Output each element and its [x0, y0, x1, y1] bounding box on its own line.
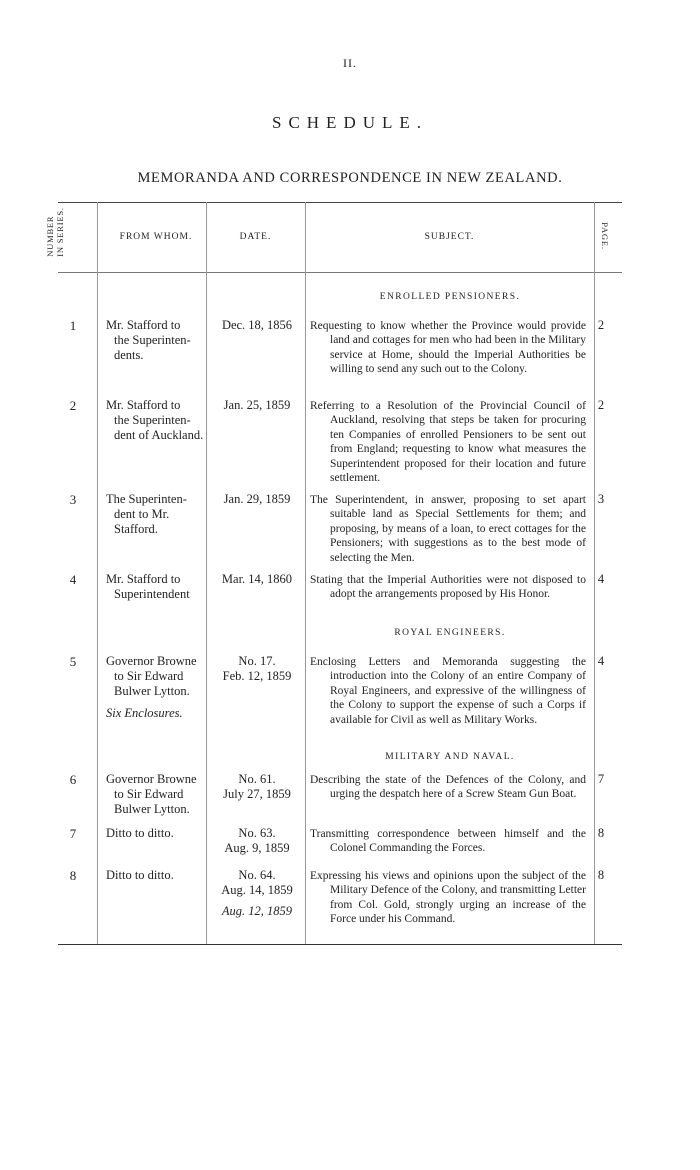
subject: Requesting to know whether the Province would provide land and cottages for men who had been in the Military service at Home, should the Imperial Authorities be willing to send any such out to the Colony. — [310, 320, 586, 376]
date: No. 63. Aug. 9, 1859 — [224, 826, 290, 855]
section-heading: ENROLLED PENSIONERS. — [379, 292, 521, 302]
row-number: 2 — [69, 398, 77, 413]
subject: Stating that the Imperial Authorities were not disposed to adopt the arrangements proposed by His Honor. — [310, 574, 586, 601]
section-heading: MILITARY AND NAVAL. — [385, 752, 515, 762]
from-whom: Mr. Stafford to Superintendent — [106, 572, 190, 601]
table-top-rule — [58, 202, 622, 203]
header-from-whom: FROM WHOM. — [119, 232, 193, 242]
page-ref: 3 — [597, 492, 605, 506]
page-ref: 8 — [597, 826, 605, 840]
date: No. 17. Feb. 12, 1859 — [222, 654, 292, 683]
from-whom: Governor Browne to Sir Edward Bulwer Lytton. — [106, 772, 197, 816]
table-bottom-rule — [58, 944, 622, 945]
column-divider — [305, 202, 306, 944]
header-subject: SUBJECT. — [424, 232, 475, 242]
header-rule — [58, 272, 622, 273]
page-ref: 8 — [597, 868, 605, 882]
row-number: 8 — [69, 868, 77, 883]
page-ref: 4 — [597, 572, 605, 586]
page-ref: 2 — [597, 398, 605, 412]
subject: Enclosing Letters and Memoranda suggesting the introduction into the Colony of an entire Company of Royal Engineers, and expressive of the willingness of the Colony to support the expense of such a Corps if available for Civil as well as Military Works. — [310, 656, 586, 726]
enclosures-note: Six Enclosures. — [106, 706, 183, 721]
from-whom: Mr. Stafford to the Superinten- dents. — [106, 318, 191, 362]
row-number: 4 — [69, 572, 77, 587]
date: Mar. 14, 1860 — [221, 572, 293, 586]
header-date: DATE. — [239, 232, 272, 242]
from-whom: Ditto to ditto. — [106, 868, 174, 882]
page-ref: 2 — [597, 318, 605, 332]
section-heading: ROYAL ENGINEERS. — [394, 628, 506, 638]
subject: Transmitting correspondence between himself and the Colonel Commanding the Forces. — [310, 828, 586, 855]
subject: Referring to a Resolution of the Provincial Council of Auckland, resolving that steps be taken for procuring ten Companies of enrolled Pensioners to be sent out from England; requesting to know what measures the Superintendent proposed for their location and future settlement. — [310, 400, 586, 485]
row-number: 3 — [69, 492, 77, 507]
subject: The Superintendent, in answer, proposing to set apart suitable land as Special Settlements for them; and proposing, by means of a loan, to erect cottages for the Pensioners; with suggestions as to the best mode of selecting the Men. — [310, 494, 586, 564]
page-number: II. — [343, 56, 357, 70]
row-number: 1 — [69, 318, 77, 333]
header-number-in-series: NUMBER IN SERIES. — [45, 207, 65, 257]
subject: Expressing his views and opinions upon the subject of the Military Defence of the Colony, and transmitting Letter from Col. Gold, strongly urging an increase of the Force under his Command. — [310, 870, 586, 926]
date: No. 61. July 27, 1859 — [223, 772, 291, 801]
column-divider — [206, 202, 207, 944]
date: Dec. 18, 1856 — [221, 318, 293, 332]
date-note: Aug. 12, 1859 — [221, 903, 293, 918]
page-title: SCHEDULE. — [271, 113, 429, 132]
date: Jan. 29, 1859 — [223, 492, 291, 506]
page-ref: 7 — [597, 772, 605, 786]
row-number: 7 — [69, 826, 77, 841]
page-ref: 4 — [597, 654, 605, 668]
row-number: 6 — [69, 772, 77, 787]
date: Jan. 25, 1859 — [223, 398, 291, 412]
page-subtitle: MEMORANDA AND CORRESPONDENCE IN NEW ZEALAND. — [137, 170, 563, 186]
subject: Describing the state of the Defences of the Colony, and urging the despatch here of a Screw Steam Gun Boat. — [310, 774, 586, 801]
date: No. 64. Aug. 14, 1859 Aug. 12, 1859 — [212, 868, 302, 918]
from-whom: The Superinten- dent to Mr. Stafford. — [106, 492, 187, 536]
header-page: PAGE. — [600, 222, 610, 250]
from-whom: Governor Browne to Sir Edward Bulwer Lytton. Six Enclosures. — [106, 654, 206, 721]
from-whom: Mr. Stafford to the Superinten- dent of Auckland. — [106, 398, 204, 442]
row-number: 5 — [69, 654, 77, 669]
from-whom: Ditto to ditto. — [106, 826, 174, 840]
column-divider — [97, 202, 98, 944]
